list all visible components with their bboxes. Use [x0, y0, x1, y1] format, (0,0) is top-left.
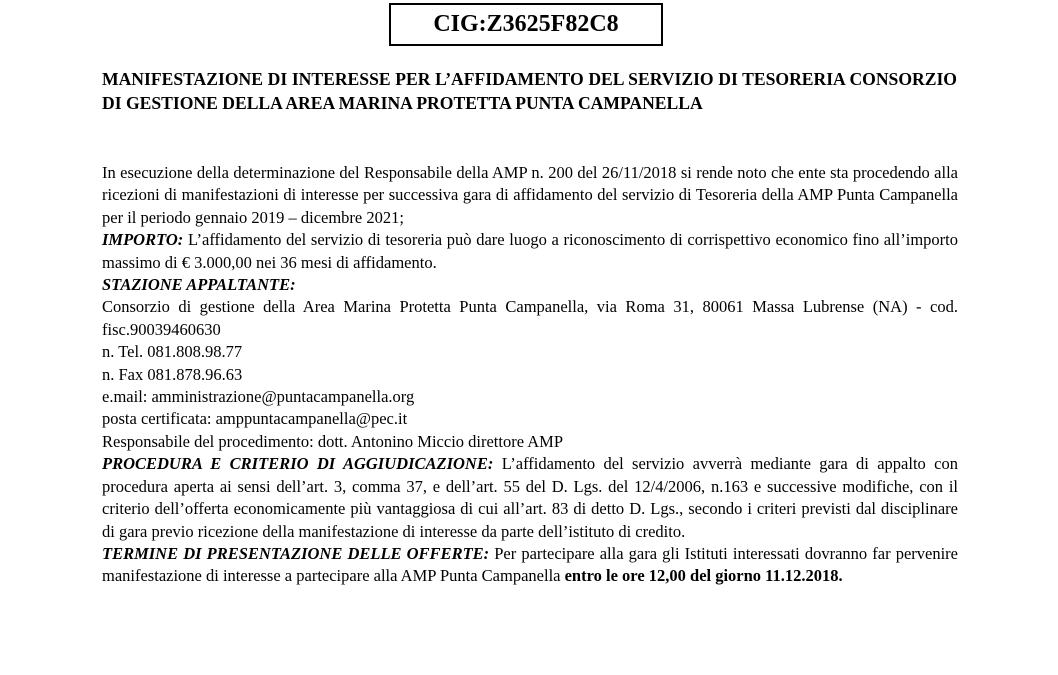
cig-code: CIG:Z3625F82C8	[433, 11, 619, 37]
importo-section	[102, 229, 958, 274]
termine-text: Per partecipare alla gara gli Istituti interessati dovranno far pervenire manifestazione di interesse a partecipare alla AMP Punta Campanella	[102, 543, 958, 586]
termine-heading: TERMINE DI PRESENTAZIONE DELLE OFFERTE:	[102, 543, 490, 563]
stazione-address: Consorzio di gestione della Area Marina Protetta Punta Campanella, via Roma 31, 80061 Massa Lubrense (NA) - cod. fisc.90039460630	[102, 297, 958, 339]
termine-deadline: entro le ore 12,00 del giorno 11.12.2018.	[564, 566, 843, 586]
stazione-pec: posta certificata: amppuntacampanella@pec.it	[102, 409, 408, 429]
stazione-tel: n. Tel. 081.808.98.77	[102, 342, 243, 362]
stazione-responsabile: Responsabile del procedimento: dott. Antonino Miccio direttore AMP	[102, 431, 564, 451]
document-body	[102, 162, 958, 588]
procedura-text: L’affidamento del servizio avverrà mediante gara di appalto con procedura aperta ai sensi dell’art. 3, comma 37, e dell’art. 55 del D. Lgs. del 12/4/2006, n.163 e successive modifiche, con il criterio dell’offerta economicamente più vantaggiosa di cui all’art. 83 di detto D. Lgs., secondo i criteri previsti dal disciplinare di gara previo ricezione della manifestazione di interesse da parte dell’istituto di credito.	[102, 454, 958, 541]
procedura-heading: PROCEDURA E CRITERIO DI AGGIUDICAZIONE:	[102, 454, 494, 474]
stazione-heading: STAZIONE APPALTANTE:	[102, 275, 296, 295]
importo-heading: IMPORTO:	[102, 230, 184, 250]
termine-section	[102, 543, 958, 588]
stazione-fax: n. Fax 081.878.96.63	[102, 364, 243, 384]
procedura-section	[102, 453, 958, 543]
cig-box	[389, 3, 663, 46]
intro-paragraph: In esecuzione della determinazione del Responsabile della AMP n. 200 del 26/11/2018 si rende noto che ente sta procedendo alla ricezioni di manifestazioni di interesse per successiva gara di affidamento del servizio di Tesoreria della AMP Punta Campanella per il periodo gennaio 2019 – dicembre 2021;	[102, 163, 958, 227]
stazione-email: e.mail: amministrazione@puntacampanella.org	[102, 387, 415, 407]
importo-text: L’affidamento del servizio di tesoreria può dare luogo a riconoscimento di corrispettivo economico fino all’importo massimo di € 3.000,00 nei 36 mesi di affidamento.	[102, 230, 958, 272]
document-title: MANIFESTAZIONE DI INTERESSE PER L’AFFIDAMENTO DEL SERVIZIO DI TESORERIA CONSORZIO DI GESTIONE DELLA AREA MARINA PROTETTA PUNTA CAMPANELLA	[102, 69, 957, 113]
